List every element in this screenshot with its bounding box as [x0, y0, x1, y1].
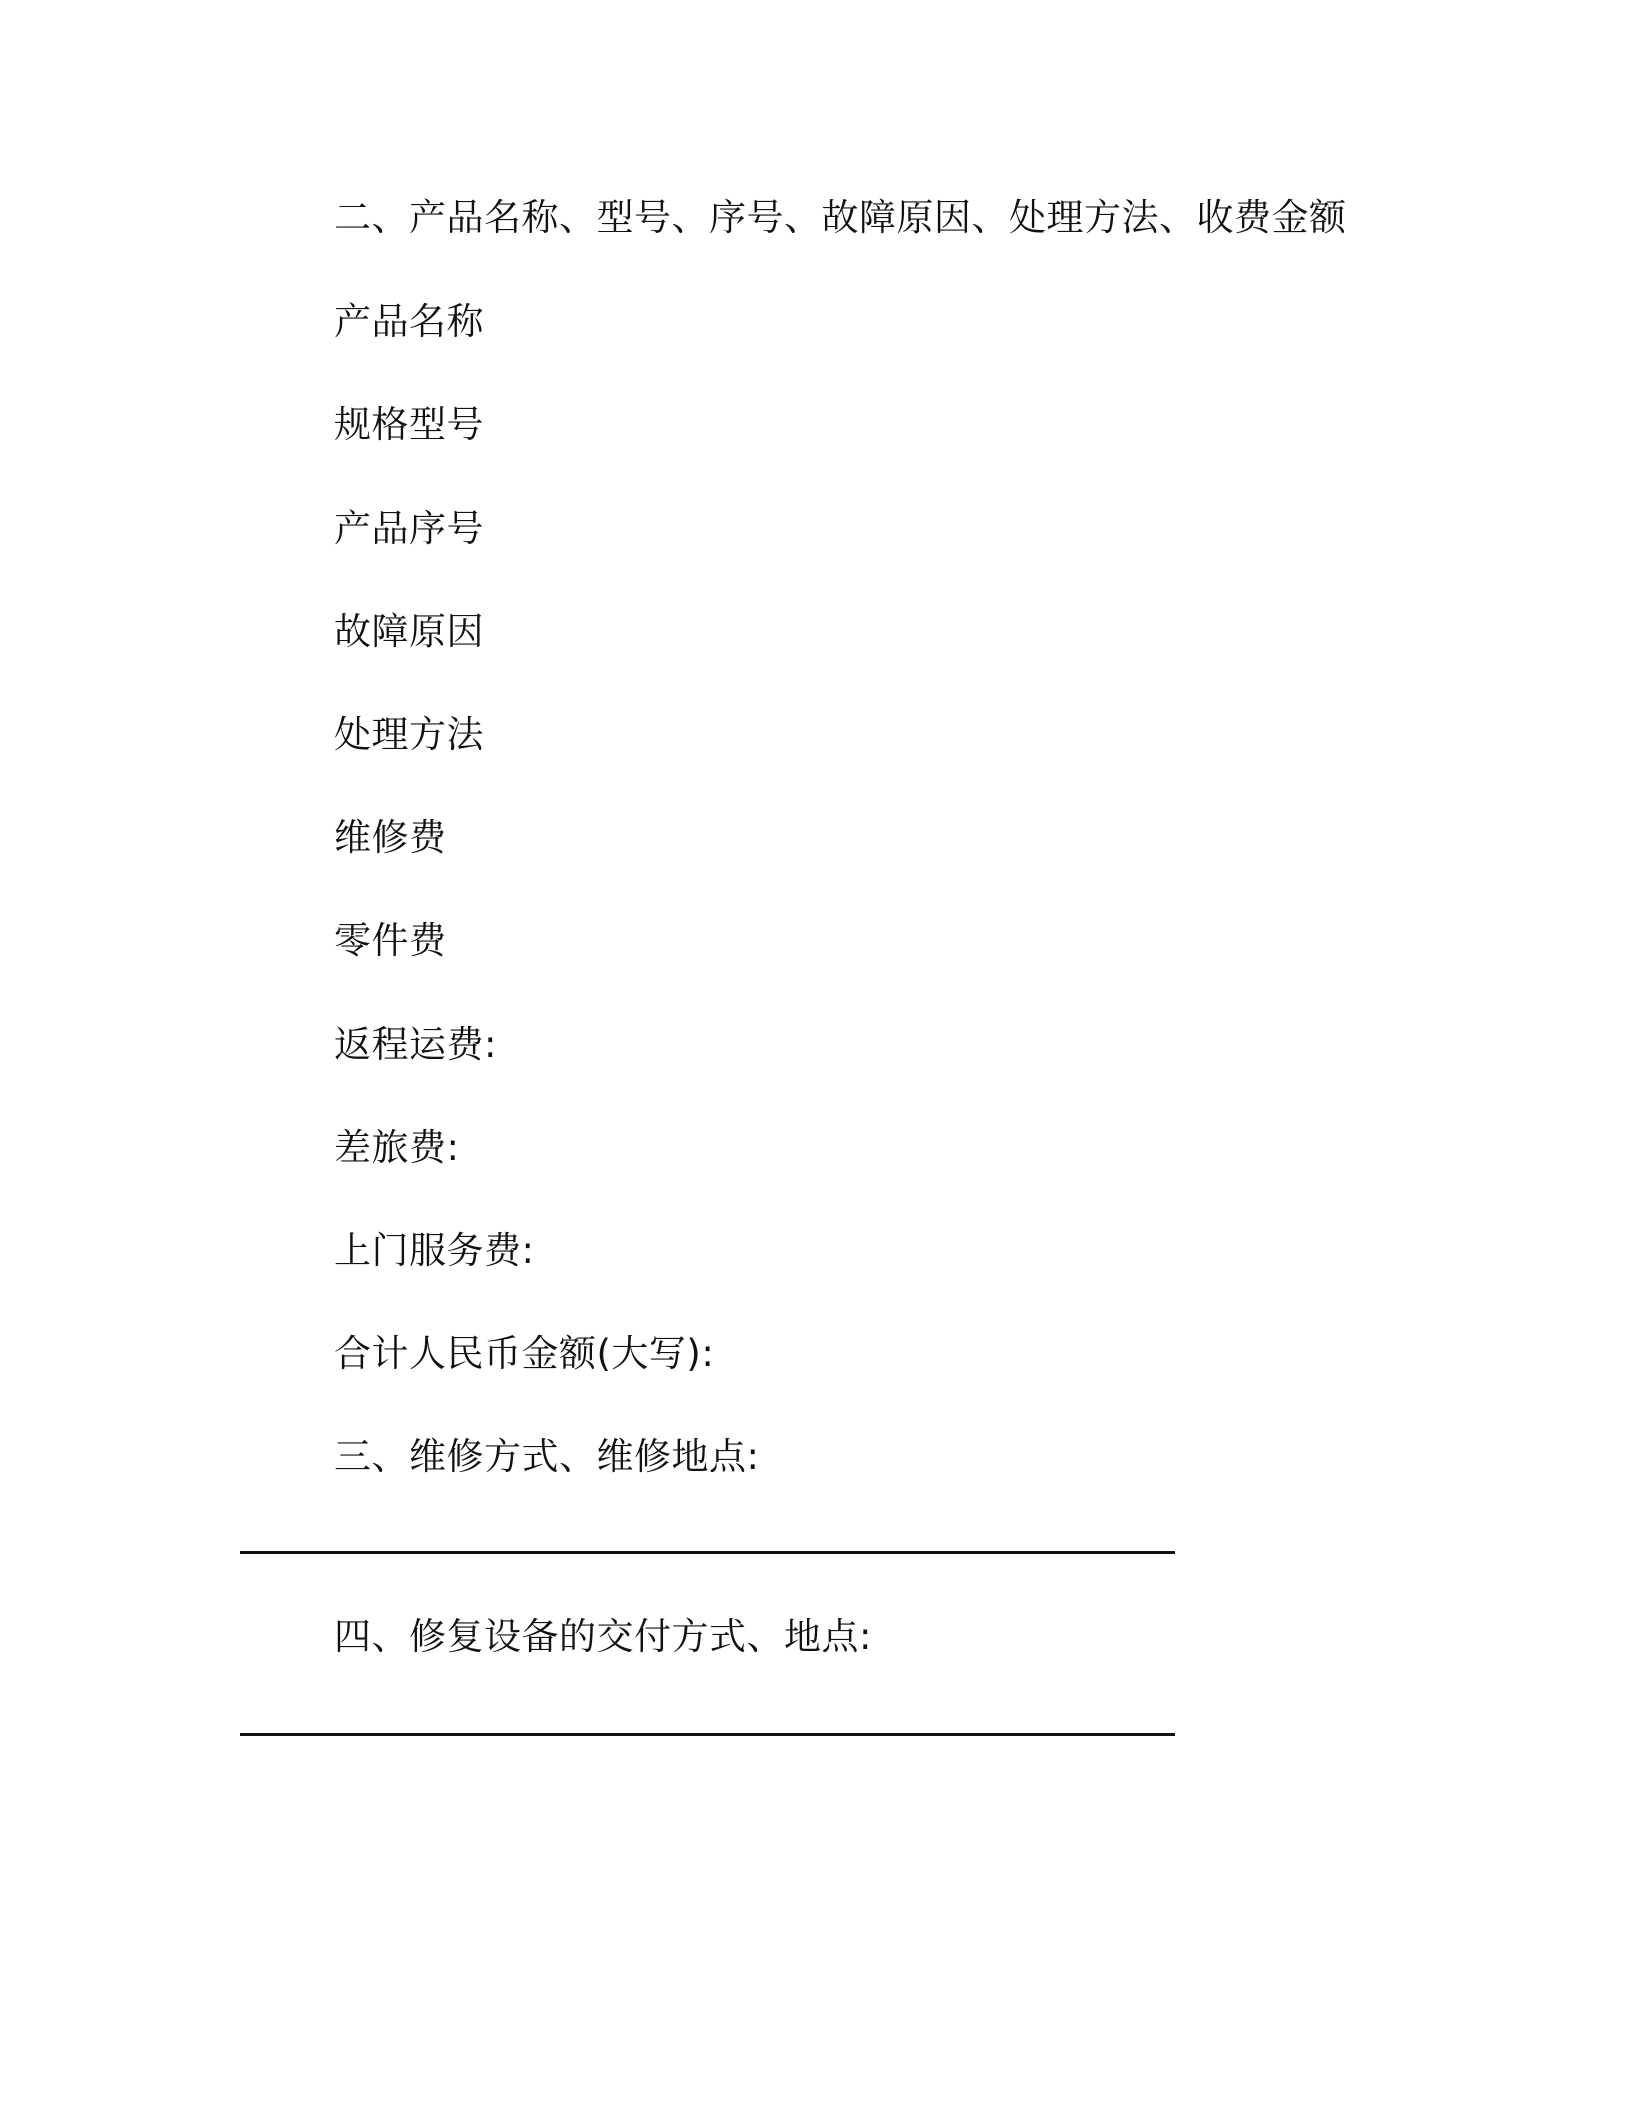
field-parts-fee: 零件费 — [334, 919, 447, 962]
field-total-rmb-amount: 合计人民币金额(大写): — [334, 1332, 715, 1375]
section-4-blank-line — [240, 1733, 1175, 1736]
field-fault-cause: 故障原因 — [334, 610, 484, 653]
field-handling-method: 处理方法 — [334, 713, 484, 756]
section-3-heading: 三、维修方式、维修地点: — [334, 1435, 760, 1478]
field-travel-expense: 差旅费: — [334, 1126, 460, 1169]
field-product-name: 产品名称 — [334, 300, 484, 343]
section-4-heading: 四、修复设备的交付方式、地点: — [334, 1615, 872, 1658]
field-onsite-service-fee: 上门服务费: — [334, 1229, 535, 1272]
field-product-serial: 产品序号 — [334, 507, 484, 550]
field-spec-model: 规格型号 — [334, 403, 484, 446]
field-repair-fee: 维修费 — [334, 816, 447, 859]
section-2-heading: 二、产品名称、型号、序号、故障原因、处理方法、收费金额 — [334, 196, 1347, 239]
field-return-shipping: 返程运费: — [334, 1023, 497, 1066]
section-3-blank-line — [240, 1551, 1175, 1554]
